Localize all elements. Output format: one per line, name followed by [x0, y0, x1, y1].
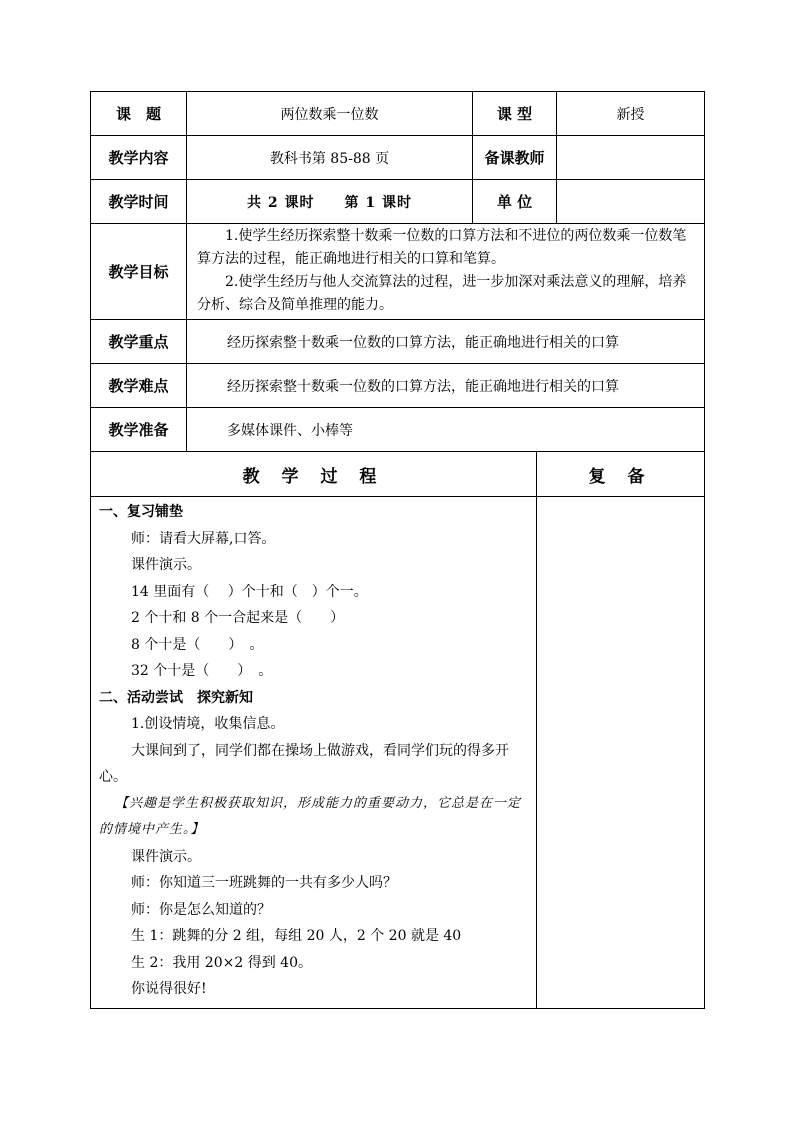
- process-line: 师：请看大屏幕,口答。: [131, 530, 276, 547]
- process-line: 课件演示。: [131, 848, 201, 865]
- preparation-value: 多媒体课件、小棒等: [187, 408, 705, 452]
- time-label: 教学时间: [91, 180, 187, 224]
- type-value: 新授: [557, 92, 705, 136]
- preparation-label: 教学准备: [91, 408, 187, 452]
- process-line: 生 2：我用 20×2 得到 40。: [131, 954, 312, 971]
- goals-label: 教学目标: [91, 224, 187, 320]
- process-content: [91, 497, 537, 1009]
- difficulty-value: 经历探索整十数乘一位数的口算方法，能正确地进行相关的口算: [187, 364, 705, 408]
- unit-value: [557, 180, 705, 224]
- review-title: 复 备: [537, 452, 705, 497]
- teaching-note: 【兴趣是学生积极获取知识，形成能力的重要动力，它总是在一定的情境中产生。】: [99, 795, 522, 837]
- content-value: 教科书第 85-88 页: [187, 136, 473, 180]
- process-line: 14 里面有（ ）个十和（ ）个一。: [131, 583, 368, 600]
- section-explore-heading: 二、活动尝试 探究新知: [99, 689, 253, 706]
- process-line: 师：你知道三一班跳舞的一共有多少人吗？: [131, 875, 397, 891]
- review-content: [537, 497, 705, 1009]
- difficulty-label: 教学难点: [91, 364, 187, 408]
- key-point-label: 教学重点: [91, 320, 187, 364]
- type-label: 课 型: [473, 92, 557, 136]
- content-label: 教学内容: [91, 136, 187, 180]
- lesson-plan-table: [90, 91, 705, 452]
- goal-item-1: 1.使学生经历探索整十数乘一位数的口算方法和不进位的两位数乘一位数笔算方法的过程，能正确地进行相关的口算和笔算。: [197, 228, 687, 267]
- row-difficulty: [91, 364, 705, 408]
- teacher-label: 备课教师: [473, 136, 557, 180]
- process-body-row: [91, 497, 705, 1009]
- process-title: 教 学 过 程: [91, 452, 537, 497]
- row-topic: [91, 92, 705, 136]
- topic-label: 课 题: [91, 92, 187, 136]
- section-review-heading: 一、复习铺垫: [99, 504, 183, 520]
- row-goals: [91, 224, 705, 320]
- process-line: 8 个十是（ ） 。: [131, 636, 264, 653]
- key-point-value: 经历探索整十数乘一位数的口算方法，能正确地进行相关的口算: [187, 320, 705, 364]
- process-line: 你说得很好!: [131, 981, 207, 997]
- time-value: 共 2 课时 第 1 课时: [187, 180, 473, 224]
- row-preparation: [91, 408, 705, 452]
- process-table: [90, 451, 705, 1009]
- row-content: [91, 136, 705, 180]
- process-line: 课件演示。: [131, 557, 201, 573]
- lesson-plan-page: [90, 91, 704, 1009]
- process-line: 生 1：跳舞的分 2 组，每组 20 人，2 个 20 就是 40: [131, 928, 462, 944]
- process-paragraph: 大课间到了，同学们都在操场上做游戏，看同学们玩的得多开心。: [99, 742, 509, 785]
- teacher-value: [557, 136, 705, 180]
- process-line: 师：你是怎么知道的？: [131, 901, 271, 918]
- goal-item-2: 2.使学生经历与他人交流算法的过程，进一步加深对乘法意义的理解，培养分析、综合及简单推理的能力。: [197, 274, 687, 313]
- process-line: 1.创设情境，收集信息。: [131, 716, 285, 732]
- unit-label: 单 位: [473, 180, 557, 224]
- process-header-row: [91, 452, 705, 497]
- row-key-point: [91, 320, 705, 364]
- goals-content: [187, 224, 705, 320]
- row-time: [91, 180, 705, 224]
- topic-value: 两位数乘一位数: [187, 92, 473, 136]
- process-line: 32 个十是（ ） 。: [131, 663, 273, 679]
- process-line: 2 个十和 8 个一合起来是（ ）: [131, 610, 345, 626]
